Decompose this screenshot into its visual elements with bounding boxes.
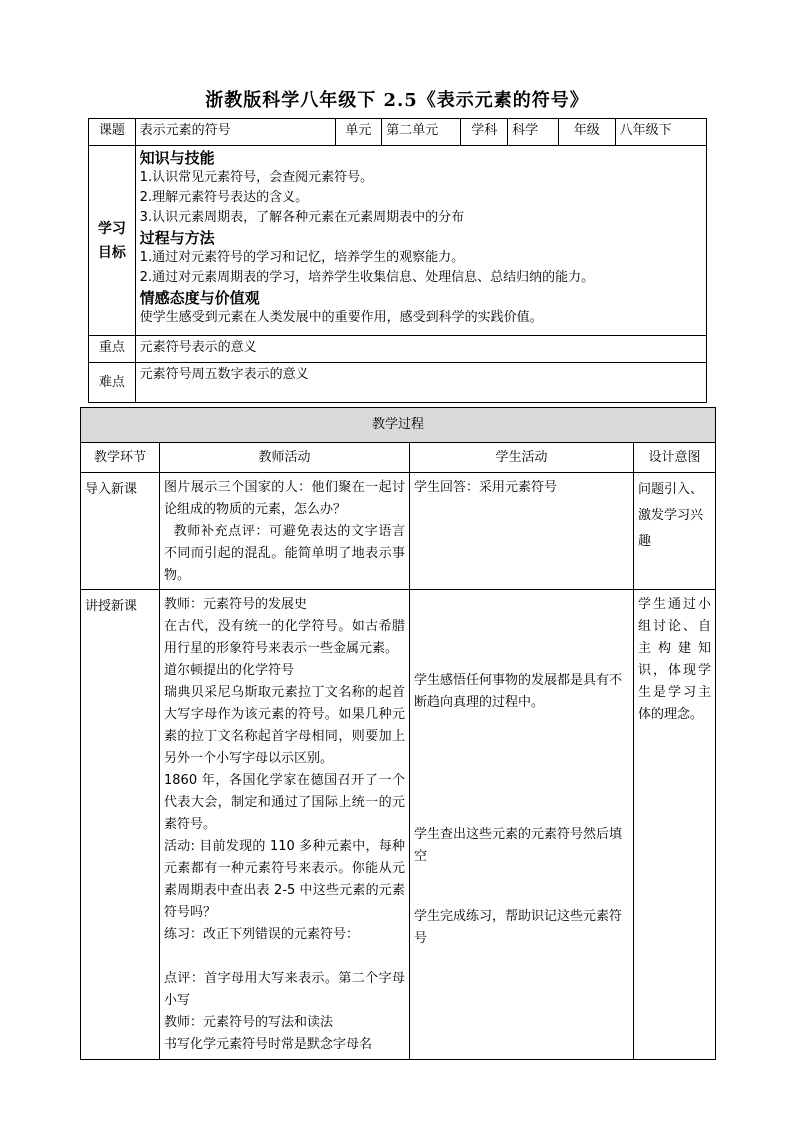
- teacher-text: 在古代，没有统一的化学符号。如古希腊用行星的形象符号来表示一些金属元素。: [164, 619, 405, 656]
- teacher-text: 图片展示三个国家的人：他们聚在一起讨论组成的物质的元素，怎么办？: [164, 480, 405, 517]
- stage-cell: 讲授新课: [81, 590, 160, 1060]
- objective-line: 1.通过对元素符号的学习和记忆，培养学生的观察能力。: [139, 250, 465, 265]
- objectives-label-line1: 学习: [97, 220, 126, 237]
- student-cell: [410, 473, 634, 590]
- teacher-text: 教师：元素符号的发展史: [164, 597, 308, 612]
- teacher-text: 1860 年，各国化学家在德国召开了一个代表大会，制定和通过了国际上统一的元素符号。: [164, 773, 405, 832]
- section-heading: 情感态度与价值观: [139, 289, 260, 307]
- teacher-cell: [160, 590, 410, 1060]
- section-heading: 知识与技能: [139, 149, 215, 167]
- teacher-text: 活动: 目前发现的 110 多种元素中，每种元素都有一种元素符号来表示。你能从元素周期表中查出表 2-5 中这些元素的元素符号吗？: [164, 839, 405, 920]
- objectives-label: [89, 146, 136, 336]
- grade-value: 八年级下: [615, 119, 706, 146]
- subject-label: 学科: [461, 119, 508, 146]
- teacher-text: 瑞典贝采尼乌斯取元素拉丁文名称的起首大写字母作为该元素的符号。如果几种元素的拉丁文名称起首字母相同，则要加上另外一个小写字母以示区别。: [164, 685, 405, 766]
- student-text: 学生查出这些元素的元素符号然后填空: [414, 827, 623, 864]
- objectives-content: [135, 146, 706, 336]
- teacher-text: 教师补充点评：可避免表达的文字语言不同而引起的混乱。能简单明了地表示事物。: [164, 524, 405, 583]
- intent-cell: 学生通过小组讨论、自主构建知识，体现学生是学习主体的理念。: [634, 590, 716, 1060]
- grade-label: 年级: [558, 119, 615, 146]
- objective-line: 2.通过对元素周期表的学习，培养学生收集信息、处理信息、总结归纳的能力。: [139, 270, 595, 285]
- teacher-text: 书写化学元素符号时常是默念字母名: [164, 1037, 373, 1052]
- teacher-text: 点评：首字母用大写来表示。第二个字母小写: [164, 971, 405, 1008]
- subject-value: 科学: [508, 119, 559, 146]
- student-cell: [410, 590, 634, 1060]
- objective-line: 3.认识元素周期表，了解各种元素在元素周期表中的分布: [139, 210, 465, 225]
- teacher-text: 道尔顿提出的化学符号: [164, 663, 295, 678]
- teacher-text-blank: [164, 946, 405, 968]
- section-heading: 过程与方法: [139, 229, 215, 247]
- teacher-cell: [160, 473, 410, 590]
- objective-line: 1.认识常见元素符号，会查阅元素符号。: [139, 170, 374, 185]
- objective-line: 2.理解元素符号表达的含义。: [139, 190, 309, 205]
- student-text: 学生完成练习，帮助识记这些元素符号: [414, 909, 623, 946]
- page-title: 浙教版科学八年级下 2.5《表示元素的符号》: [205, 90, 589, 111]
- teaching-process-table: [80, 407, 716, 1060]
- header-student: 学生活动: [410, 443, 634, 473]
- objective-line: 使学生感受到元素在人类发展中的重要作用，感受到科学的实践价值。: [139, 310, 543, 325]
- unit-value: 第二单元: [382, 119, 461, 146]
- student-text: 学生回答：采用元素符号: [414, 480, 558, 495]
- key-point-value: 元素符号表示的意义: [135, 336, 706, 363]
- header-teacher: 教师活动: [160, 443, 410, 473]
- process-title: 教学过程: [81, 408, 716, 443]
- student-text: 学生感悟任何事物的发展都是具有不断趋向真理的过程中。: [414, 673, 623, 710]
- difficulty-label: 难点: [89, 363, 136, 403]
- intent-cell: 问题引入、激发学习兴趣: [634, 473, 716, 590]
- objectives-label-line2: 目标: [97, 244, 126, 261]
- unit-label: 单元: [335, 119, 382, 146]
- topic-label: 课题: [89, 119, 136, 146]
- teacher-text: 教师：元素符号的写法和读法: [164, 1015, 334, 1030]
- header-intent: 设计意图: [634, 443, 716, 473]
- teacher-text: 练习：改正下列错误的元素符号：: [164, 927, 360, 942]
- lesson-info-table: [88, 118, 707, 403]
- difficulty-value: 元素符号周五数字表示的意义: [135, 363, 706, 403]
- topic-value: 表示元素的符号: [135, 119, 335, 146]
- header-stage: 教学环节: [81, 443, 160, 473]
- key-point-label: 重点: [89, 336, 136, 363]
- stage-cell: 导入新课: [81, 473, 160, 590]
